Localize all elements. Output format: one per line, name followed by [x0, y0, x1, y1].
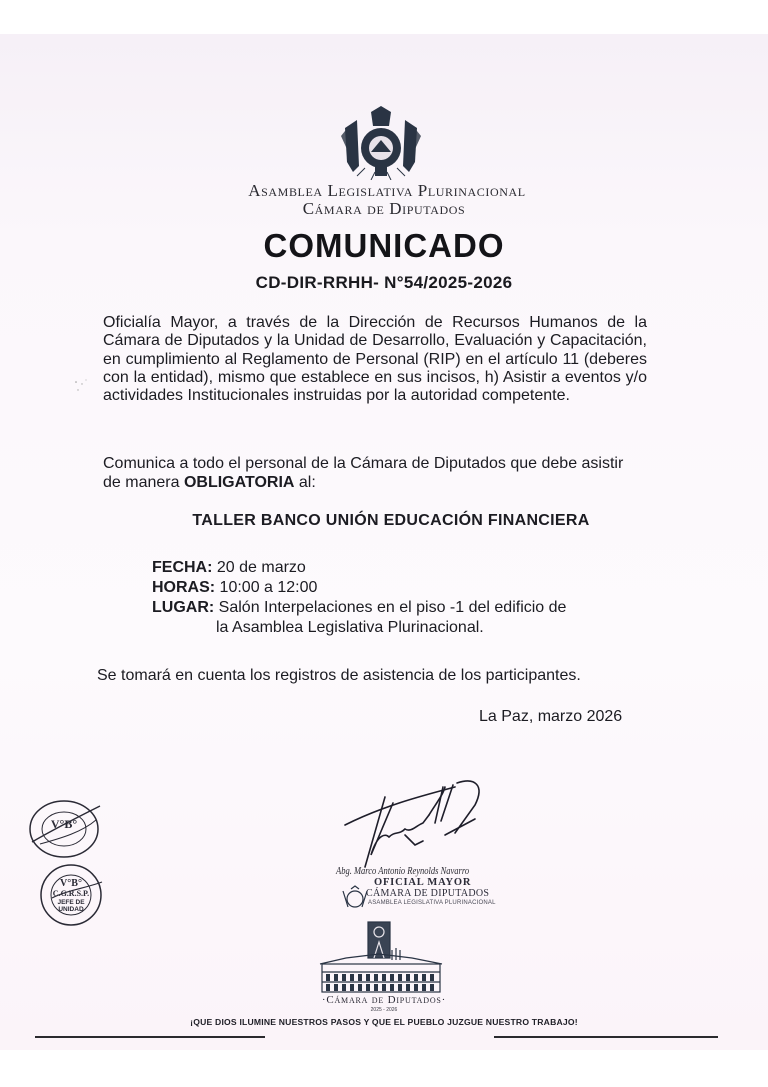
- bolivia-coat-of-arms-icon: [335, 106, 427, 180]
- notice-suffix: al:: [294, 474, 316, 491]
- place-date: La Paz, marzo 2026: [479, 708, 623, 725]
- signature-icon: [325, 775, 505, 870]
- signatory-organization: CÁMARA DE DIPUTADOS: [366, 888, 490, 899]
- detail-value: 20 de marzo: [212, 559, 306, 576]
- institution-name: Asamblea Legislativa Plurinacional: [248, 181, 526, 200]
- svg-text:JEFE DE: JEFE DE: [57, 899, 85, 906]
- document-code: CD-DIR-RRHH- N°54/2025-2026: [255, 273, 513, 292]
- intro-paragraph: Oficialía Mayor, a través de la Dirección de Recursos Humanos de la Cámara de Diputados y la Unidad de Desarrollo, Evaluación y Capacitación, en cumplimiento al Reglamento de Personal (RIP) en el artículo 11 (deberes con la entidad), mismo que establece en sus incisos, h) Asistir a eventos y/o actividades Institucionales instruidas por la autoridad competente.: [103, 314, 647, 405]
- detail-label: FECHA:: [152, 559, 213, 576]
- detail-hours: [152, 578, 317, 598]
- detail-value: 10:00 a 12:00: [215, 579, 318, 596]
- detail-label: LUGAR:: [152, 599, 215, 616]
- signatory-position: OFICIAL MAYOR: [374, 877, 472, 888]
- footer-rule-right: [494, 1036, 718, 1038]
- detail-place-continuation: la Asamblea Legislativa Plurinacional.: [216, 619, 484, 636]
- scan-specks: [72, 378, 102, 398]
- detail-label: HORAS:: [152, 579, 216, 596]
- event-name: TALLER BANCO UNIÓN EDUCACIÓN FINANCIERA: [192, 512, 590, 529]
- stamp-emblem-icon: [340, 885, 370, 911]
- chamber-name: Cámara de Diputados: [302, 199, 466, 218]
- detail-value: Salón Interpelaciones en el piso -1 del edificio de: [214, 599, 567, 616]
- footer-years: 2025 - 2026: [370, 1007, 398, 1013]
- svg-text:V°B°: V°B°: [60, 878, 82, 889]
- notice-prefix: Comunica a todo el personal de la Cámara de Diputados que debe asistir de manera: [103, 455, 624, 491]
- chamber-building-logo-icon: [316, 920, 446, 995]
- footer-rule-left: [35, 1036, 265, 1038]
- notice-emphasis: OBLIGATORIA: [183, 474, 295, 491]
- detail-place: [152, 598, 566, 618]
- detail-date: [152, 558, 306, 578]
- notice-paragraph: [103, 454, 633, 492]
- svg-text:C.G.R.S.P.: C.G.R.S.P.: [52, 889, 90, 898]
- attendance-note: Se tomará en cuenta los registros de asistencia de los participantes.: [97, 667, 581, 684]
- hr-approval-seal-icon: [26, 798, 102, 860]
- svg-text:UNIDAD: UNIDAD: [58, 906, 84, 913]
- svg-text:V°B°: V°B°: [50, 817, 78, 831]
- signatory-name: Abg. Marco Antonio Reynolds Navarro: [336, 866, 470, 877]
- footer-logo-label: ·Cámara de Diputados·: [321, 994, 447, 1006]
- document-title: COMUNICADO: [263, 227, 505, 264]
- footer-motto: ¡QUE DIOS ILUMINE NUESTROS PASOS Y QUE EL PUEBLO JUZGUE NUESTRO TRABAJO!: [190, 1017, 578, 1027]
- unit-approval-seal-icon: [38, 862, 104, 928]
- signatory-sub-organization: ASAMBLEA LEGISLATIVA PLURINACIONAL: [368, 900, 496, 906]
